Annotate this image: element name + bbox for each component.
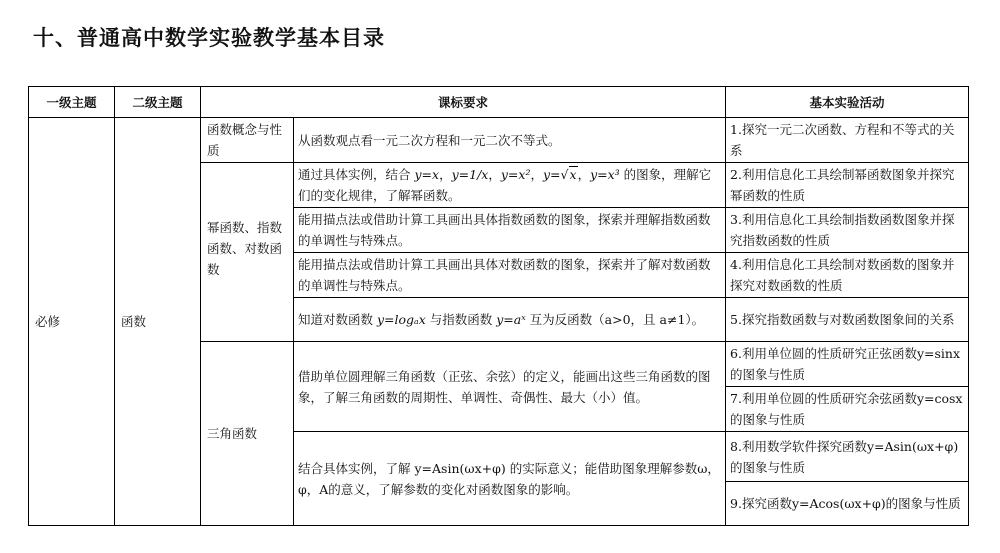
- activity-cell: 8.利用数学软件探究函数y=Asin(ωx+φ)的图象与性质: [726, 432, 969, 482]
- sep: ，: [530, 167, 543, 182]
- requirement-cell: 借助单位圆理解三角函数（正弦、余弦）的定义，能画出这些三角函数的图象，了解三角函数的周期性、单调性、奇偶性、最大（小）值。: [294, 342, 726, 432]
- activity-cell: 1.探究一元二次函数、方程和不等式的关系: [726, 118, 969, 163]
- requirement-cell: 能用描点法或借助计算工具画出具体指数函数的图象，探索并理解指数函数的单调性与特殊点。: [294, 208, 726, 253]
- formula: y=x³: [590, 167, 620, 182]
- page-title: 十、普通高中数学实验教学基本目录: [33, 26, 385, 50]
- formula: y=logₐx: [376, 312, 426, 327]
- level1-cell: 必修: [29, 118, 115, 526]
- req-text: 互为反函数（a>0，且 a≠1）。: [525, 312, 705, 327]
- req-text: 与指数函数: [425, 312, 497, 327]
- activity-cell: 6.利用单位圆的性质研究正弦函数y=sinx的图象与性质: [726, 342, 969, 387]
- activity-cell: 7.利用单位圆的性质研究余弦函数y=cosx的图象与性质: [726, 387, 969, 432]
- requirement-cell: 能用描点法或借助计算工具画出具体对数函数的图象，探索并了解对数函数的单调性与特殊点。: [294, 253, 726, 298]
- activity-cell: 2.利用信息化工具绘制幂函数图象并探究幂函数的性质: [726, 163, 969, 208]
- sep: ，: [439, 167, 452, 182]
- table-row: [29, 118, 969, 163]
- header-level2: 二级主题: [115, 87, 201, 118]
- formula: y=x²: [500, 167, 531, 182]
- requirement-cell: [294, 298, 726, 342]
- header-requirement: 课标要求: [201, 87, 726, 118]
- req-text: 知道对数函数: [298, 312, 377, 327]
- subtopic-cell: 幂函数、指数函数、对数函数: [201, 163, 294, 342]
- requirement-cell: 从函数观点看一元二次方程和一元二次不等式。: [294, 118, 726, 163]
- formula: y=1/x: [451, 167, 489, 182]
- req-text: 的图象，理解它们的变化规律，了解幂函数。: [298, 167, 712, 203]
- level2-cell: 函数: [115, 118, 201, 526]
- req-text: 通过具体实例，结合: [298, 167, 415, 182]
- formula: y=aˣ: [496, 312, 526, 327]
- activity-cell: 5.探究指数函数与对数函数图象间的关系: [726, 298, 969, 342]
- experiment-table: [28, 86, 969, 526]
- sqrt-arg: x: [569, 167, 577, 182]
- requirement-cell: 结合具体实例，了解 y=Asin(ωx+φ) 的实际意义；能借助图象理解参数ω，φ，A的意义，了解参数的变化对函数图象的影响。: [294, 432, 726, 526]
- sep: ，: [577, 167, 591, 182]
- header-level1: 一级主题: [29, 87, 115, 118]
- activity-cell: 9.探究函数y=Acos(ωx+φ)的图象与性质: [726, 482, 969, 526]
- subtopic-cell: 函数概念与性质: [201, 118, 294, 163]
- activity-cell: 4.利用信息化工具绘制对数函数的图象并探究对数函数的性质: [726, 253, 969, 298]
- activity-cell: 3.利用信息化工具绘制指数函数图象并探究指数函数的性质: [726, 208, 969, 253]
- sep: ，: [488, 167, 501, 182]
- requirement-cell: [294, 163, 726, 208]
- subtopic-cell: 三角函数: [201, 342, 294, 526]
- table-header-row: [29, 87, 969, 118]
- formula: y=√: [542, 167, 569, 182]
- formula: y=x: [414, 167, 440, 182]
- header-activity: 基本实验活动: [726, 87, 969, 118]
